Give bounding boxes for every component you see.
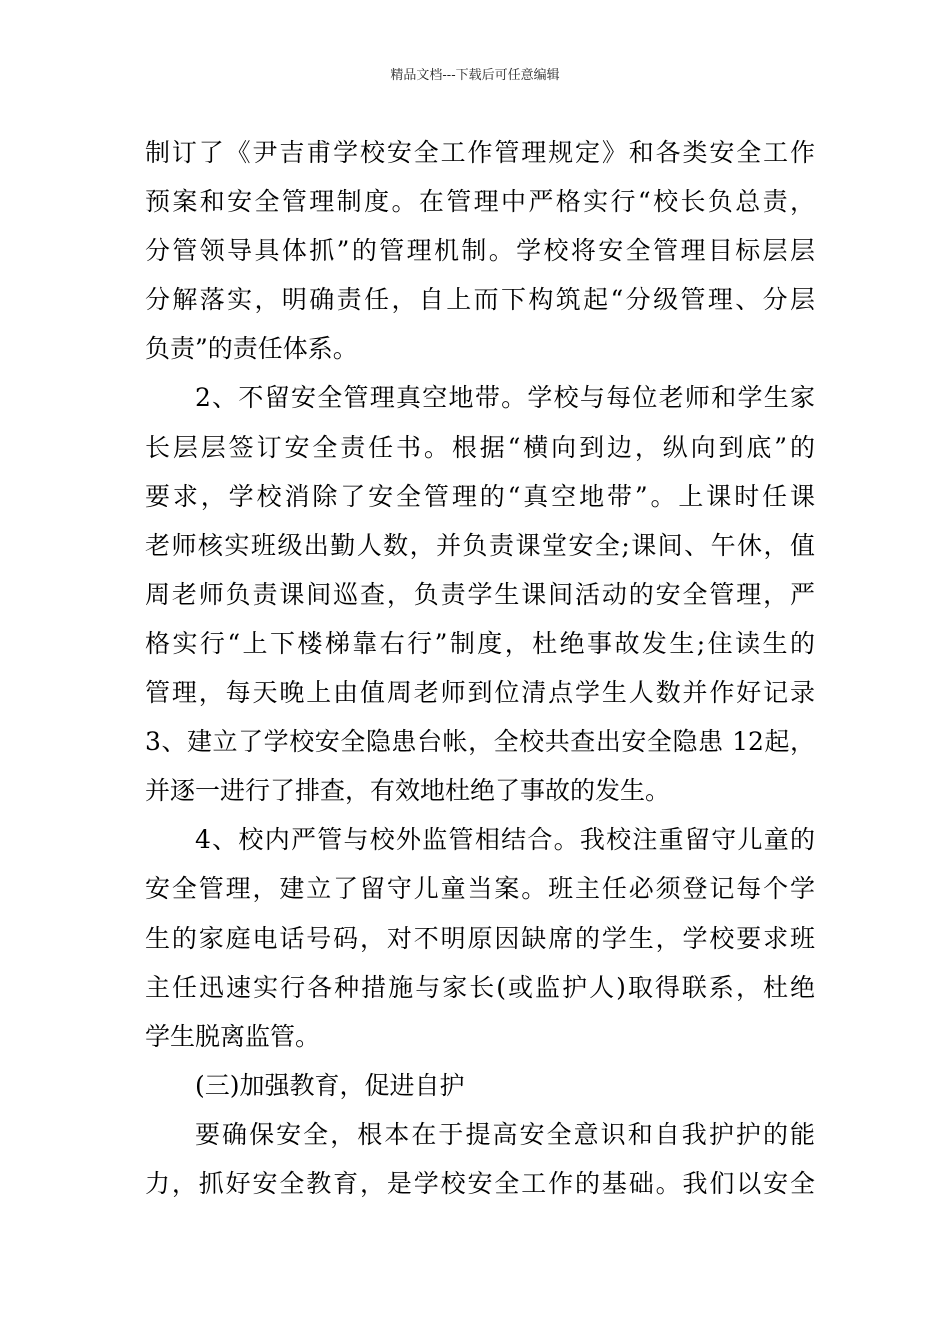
text-line: 3、建立了学校安全隐患台帐，全校共查出安全隐患 12起， — [145, 727, 815, 757]
text-line: 预案和安全管理制度。在管理中严格实行“校长负总责， — [145, 187, 815, 217]
text-line: 负责”的责任体系。 — [145, 334, 358, 364]
text-line: 周老师负责课间巡查，负责学生课间活动的安全管理，严 — [145, 579, 815, 609]
text-line: 力，抓好安全教育，是学校安全工作的基础。我们以安全 — [145, 1168, 815, 1198]
text-line: 学生脱离监管。 — [145, 1021, 321, 1051]
text-line: 要求，学校消除了安全管理的“真空地带”。上课时任课 — [145, 481, 815, 511]
text-line: 并逐一进行了排查，有效地杜绝了事故的发生。 — [145, 776, 671, 806]
text-line: 管理，每天晚上由值周老师到位清点学生人数并作好记录 — [145, 678, 815, 708]
page-header: 精品文档---下载后可任意编辑 — [390, 68, 560, 83]
text-line: 格实行“上下楼梯靠右行”制度，杜绝事故发生;住读生的 — [145, 628, 815, 658]
text-line: 4、校内严管与校外监管相结合。我校注重留守儿童的 — [195, 825, 815, 855]
text-line: 要确保安全，根本在于提高安全意识和自我护护的能 — [195, 1119, 815, 1149]
text-line: 老师核实班级出勤人数，并负责课堂安全;课间、午休，值 — [145, 530, 815, 560]
text-line: 分解落实，明确责任，自上而下构筑起“分级管理、分层 — [145, 285, 815, 315]
text-line: 生的家庭电话号码，对不明原因缺席的学生，学校要求班 — [145, 923, 815, 953]
text-line: 安全管理，建立了留守儿童当案。班主任必须登记每个学 — [145, 874, 815, 904]
text-line: 长层层签订安全责任书。根据“横向到边，纵向到底”的 — [145, 432, 815, 462]
text-line: 分管领导具体抓”的管理机制。学校将安全管理目标层层 — [145, 236, 815, 266]
document-body — [145, 128, 815, 1208]
text-line: 主任迅速实行各种措施与家长(或监护人)取得联系，杜绝 — [145, 972, 815, 1002]
text-line: 2、不留安全管理真空地带。学校与每位老师和学生家 — [195, 383, 815, 413]
text-line: (三)加强教育，促进自护 — [195, 1070, 465, 1100]
text-line: 制订了《尹吉甫学校安全工作管理规定》和各类安全工作 — [145, 138, 815, 167]
